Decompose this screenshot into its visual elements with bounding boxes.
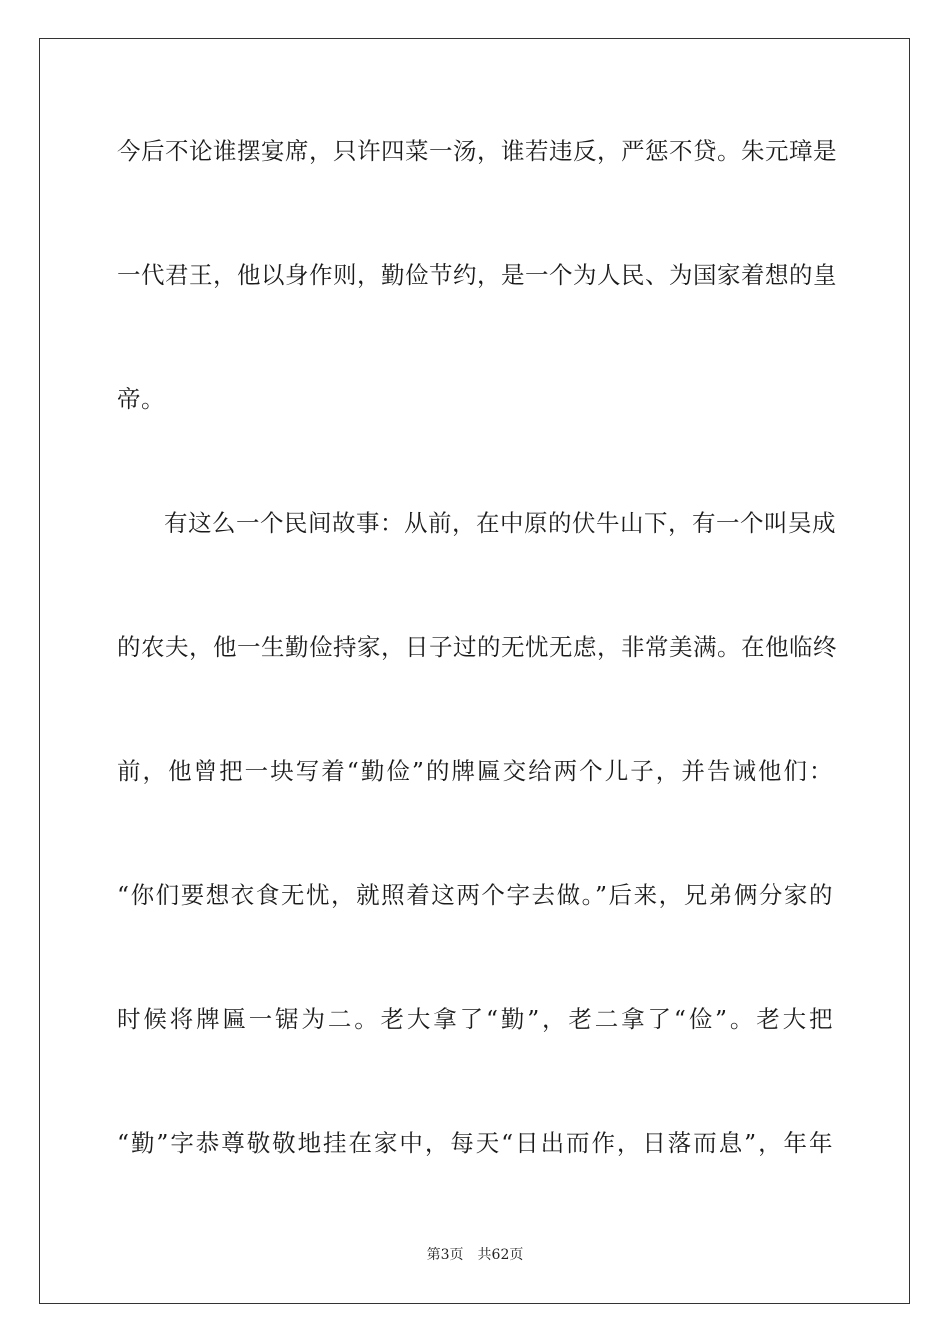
text-line: 前，他曾把一块写着“勤俭”的牌匾交给两个儿子，并告诫他们： [117, 757, 833, 785]
page-number: 第3页 [426, 1247, 464, 1263]
page-frame [39, 38, 910, 1304]
text-line: 一代君王，他以身作则，勤俭节约，是一个为人民、为国家着想的皇 [117, 261, 837, 289]
text-line: “勤”字恭尊敬敬地挂在家中，每天“日出而作，日落而息”，年年 [117, 1129, 833, 1157]
page-total: 共62页 [477, 1247, 524, 1263]
text-line: 有这么一个民间故事：从前，在中原的伏牛山下，有一个叫吴成 [164, 509, 836, 537]
text-line: 的农夫，他一生勤俭持家，日子过的无忧无虑，非常美满。在他临终 [117, 633, 837, 661]
page-footer [0, 1245, 950, 1265]
text-line: 时候将牌匾一锯为二。老大拿了“勤”，老二拿了“俭”。老大把 [117, 1005, 833, 1033]
text-line: 帝。 [117, 385, 165, 413]
text-line: “你们要想衣食无忧，就照着这两个字去做。”后来，兄弟俩分家的 [117, 881, 833, 909]
text-line: 今后不论谁摆宴席，只许四菜一汤，谁若违反，严惩不贷。朱元璋是 [117, 137, 837, 165]
